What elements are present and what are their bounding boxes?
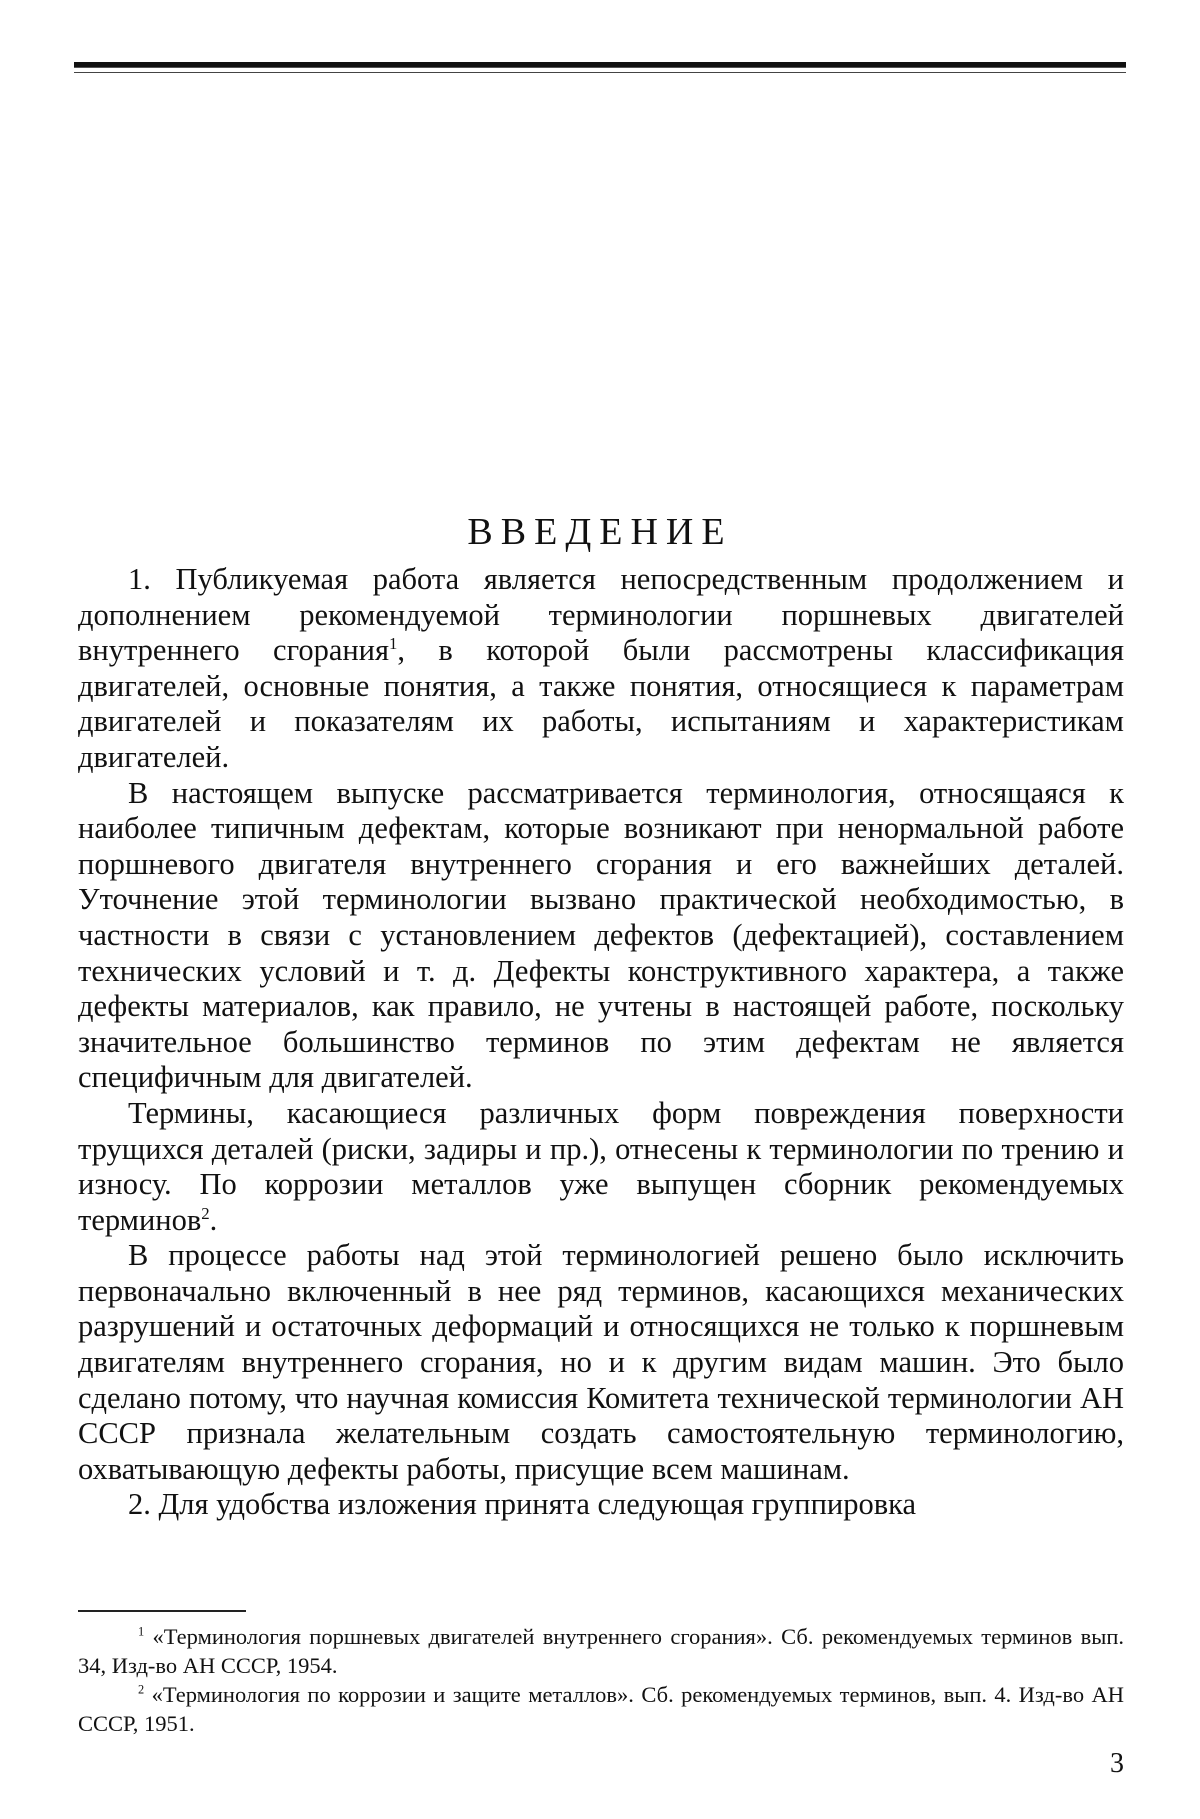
paragraph-4: В процессе работы над этой терминологией решено было исключить первоначально включенный в нее ряд терминов, касающихся механических разрушений и остаточных деформаций и относящихся не только к поршневым двигателям внутреннего сгорания, но и к другим видам машин. Это было сделано потому, что научная комиссия Комитета технической терминологии АН СССР признала желательным создать самостоятельную терминологию, охватывающую дефекты работы, присущие всем машинам. xyxy=(78,1238,1124,1487)
footnote-1-text: «Терминология поршневых двигателей внутреннего сгорания». Сб. рекомендуемых терминов вып. 34, Изд-во АН СССР, 1954. xyxy=(78,1624,1124,1678)
footnote-ref-2: 2 xyxy=(201,1204,209,1223)
footnote-mark-2: 2 xyxy=(138,1683,144,1697)
top-rule-thin xyxy=(74,72,1126,73)
paragraph-2: В настоящем выпуске рассматривается терминология, относящаяся к наиболее типичным дефектам, которые возникают при ненормальной работе поршневого двигателя внутреннего сгорания и его важнейших деталей. Уточнение этой терминологии вызвано практической необходимостью, в частности в связи с установлением дефектов (дефектацией), составлением технических условий и т. д. Дефекты конструктивного характера, а также дефекты материалов, как правило, не учтены в настоящей работе, поскольку значительное большинство терминов по этим дефектам не является специфичным для двигателей. xyxy=(78,776,1124,1096)
top-rule xyxy=(74,62,1126,68)
paragraph-3-text-a: Термины, касающиеся различных форм повреждения поверхности трущихся деталей (риски, задиры и пр.), отнесены к терминологии по трению и износу. По коррозии металлов уже выпущен сборник рекомендуемых терминов xyxy=(78,1096,1124,1237)
footnotes xyxy=(78,1622,1124,1738)
paragraph-5: 2. Для удобства изложения принята следующая группировка xyxy=(78,1487,1124,1523)
body-text xyxy=(78,562,1124,1523)
footnote-mark-1: 1 xyxy=(138,1625,144,1639)
paragraph-1-text-a: 1. Публикуемая работа является непосредственным продолжением и дополнением рекомендуемой терминологии поршневых двигателей внутреннего сгорания xyxy=(78,562,1124,667)
paragraph-3-text-b: . xyxy=(210,1203,218,1237)
footnote-ref-1: 1 xyxy=(389,634,397,653)
paragraph-3 xyxy=(78,1096,1124,1238)
footnote-2-text: «Терминология по коррозии и защите металлов». Сб. рекомендуемых терминов, вып. 4. Изд-во АН СССР, 1951. xyxy=(78,1682,1124,1736)
footnote-2 xyxy=(78,1680,1124,1738)
paragraph-1 xyxy=(78,562,1124,776)
footnote-divider xyxy=(78,1610,246,1612)
footnote-1 xyxy=(78,1622,1124,1680)
page-number: 3 xyxy=(1110,1748,1124,1780)
paragraph-1-text-b: , в которой были рассмотрены классификация двигателей, основные понятия, а также понятия, относящиеся к параметрам двигателей и показателям их работы, испытаниям и характеристикам двигателей. xyxy=(78,633,1124,774)
section-title: ВВЕДЕНИЕ xyxy=(0,510,1200,554)
